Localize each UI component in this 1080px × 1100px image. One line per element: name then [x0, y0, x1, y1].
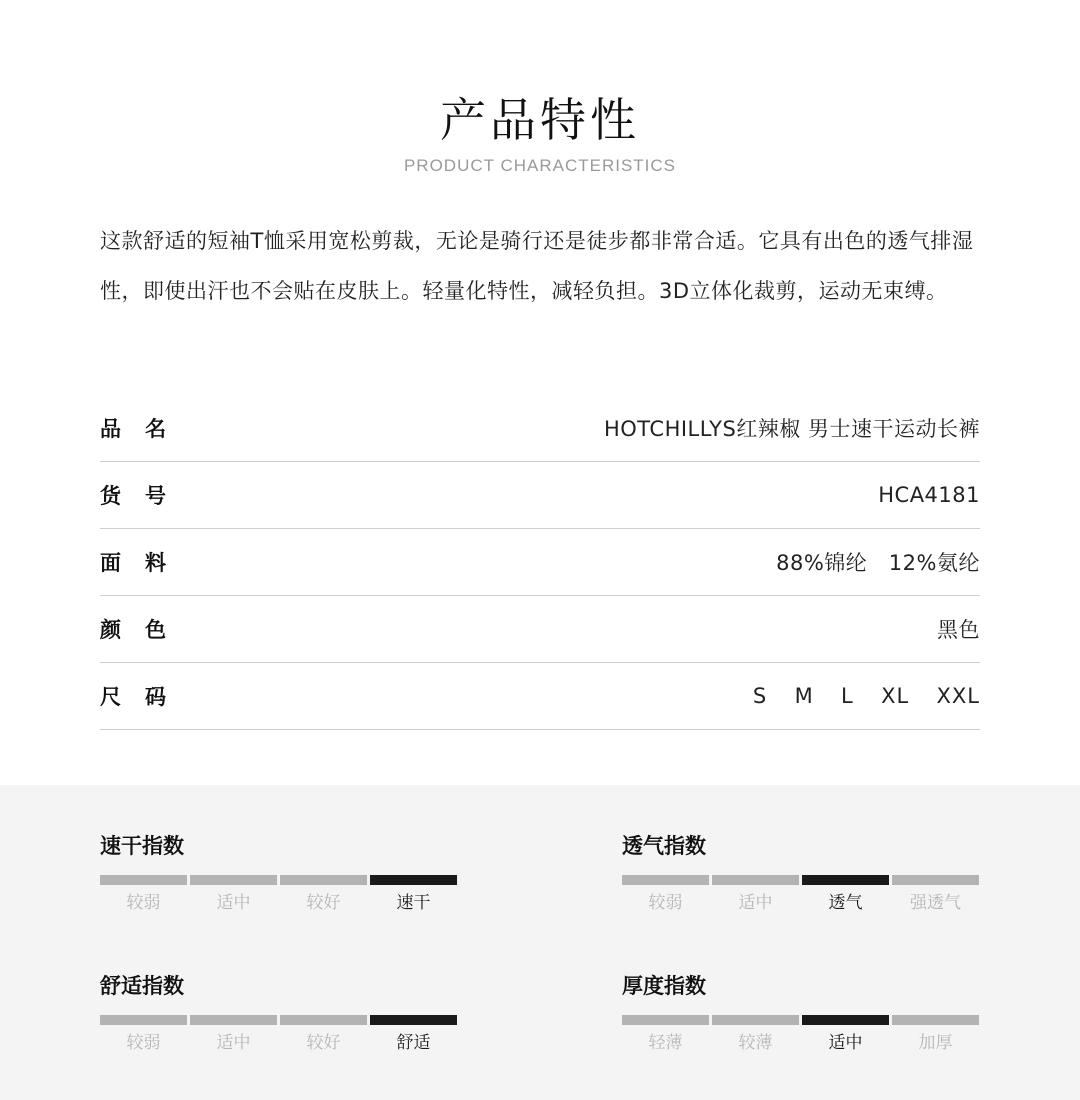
level-label: 轻薄	[648, 1033, 683, 1053]
level-label: 较弱	[648, 893, 683, 913]
level-bar	[280, 875, 367, 885]
level-label: 速干	[396, 893, 431, 913]
level-bar	[370, 1015, 457, 1025]
index-level-active	[802, 1015, 889, 1054]
spec-label: 面料	[100, 551, 190, 575]
index-level	[892, 1015, 979, 1054]
level-bar	[712, 875, 799, 885]
level-label: 适中	[828, 1033, 863, 1053]
level-bar	[802, 1015, 889, 1025]
spec-label: 货号	[100, 484, 190, 508]
page-title: 产品特性	[440, 93, 640, 147]
spec-row-color	[100, 596, 980, 663]
page-subtitle: PRODUCT CHARACTERISTICS	[403, 156, 677, 175]
spec-table	[100, 395, 980, 730]
spec-label: 尺码	[100, 685, 190, 709]
index-title: 厚度指数	[622, 974, 706, 998]
level-bar	[802, 875, 889, 885]
quick-dry-index	[100, 830, 460, 914]
product-description: 这款舒适的短袖T恤采用宽松剪裁，无论是骑行还是徒步都非常合适。它具有出色的透气排湿性，即使出汗也不会贴在皮肤上。轻量化特性，减轻负担。3D立体化裁剪，运动无束缚。	[100, 229, 974, 303]
level-label: 较好	[306, 893, 341, 913]
index-level	[280, 1015, 367, 1054]
index-level	[712, 1015, 799, 1054]
index-panel	[0, 785, 1080, 1100]
level-bar	[622, 1015, 709, 1025]
spec-value: 黑色	[937, 618, 980, 642]
level-bar	[622, 875, 709, 885]
spec-row-name	[100, 395, 980, 462]
index-title: 透气指数	[622, 834, 706, 858]
level-label: 较薄	[738, 1033, 773, 1053]
spec-value: HOTCHILLYS红辣椒 男士速干运动长裤	[603, 417, 980, 441]
index-scale	[622, 1015, 982, 1054]
spec-label: 品名	[100, 417, 190, 441]
level-bar	[892, 1015, 979, 1025]
index-level-active	[370, 875, 457, 914]
spec-label: 颜色	[100, 618, 190, 642]
index-level-active	[370, 1015, 457, 1054]
index-level	[190, 875, 277, 914]
level-label: 适中	[216, 893, 251, 913]
breathability-index	[622, 830, 982, 914]
index-level	[100, 1015, 187, 1054]
index-level	[712, 875, 799, 914]
level-label: 透气	[828, 893, 863, 913]
index-scale	[622, 875, 982, 914]
section-header	[0, 88, 1080, 176]
level-label: 加厚	[918, 1033, 953, 1053]
level-bar	[100, 1015, 187, 1025]
index-level	[622, 875, 709, 914]
index-level	[190, 1015, 277, 1054]
level-bar	[280, 1015, 367, 1025]
level-label: 强透气	[910, 893, 961, 913]
level-label: 适中	[738, 893, 773, 913]
level-bar	[370, 875, 457, 885]
spec-row-size	[100, 663, 980, 730]
index-level	[100, 875, 187, 914]
level-bar	[190, 875, 277, 885]
spec-value: 88%锦纶 12%氨纶	[776, 551, 980, 575]
level-bar	[100, 875, 187, 885]
index-scale	[100, 1015, 460, 1054]
level-bar	[712, 1015, 799, 1025]
index-title: 舒适指数	[100, 974, 184, 998]
level-label: 适中	[216, 1033, 251, 1053]
spec-row-fabric	[100, 529, 980, 596]
level-label: 较弱	[126, 1033, 161, 1053]
level-label: 较弱	[126, 893, 161, 913]
index-scale	[100, 875, 460, 914]
level-bar	[190, 1015, 277, 1025]
level-label: 较好	[306, 1033, 341, 1053]
comfort-index	[100, 970, 460, 1054]
spec-row-sku	[100, 462, 980, 529]
level-label: 舒适	[396, 1033, 431, 1053]
index-level-active	[802, 875, 889, 914]
spec-value: S M L XL XXL	[752, 684, 980, 708]
thickness-index	[622, 970, 982, 1054]
index-level	[892, 875, 979, 914]
index-level	[622, 1015, 709, 1054]
index-title: 速干指数	[100, 834, 184, 858]
spec-value: HCA4181	[878, 483, 980, 507]
index-level	[280, 875, 367, 914]
level-bar	[892, 875, 979, 885]
